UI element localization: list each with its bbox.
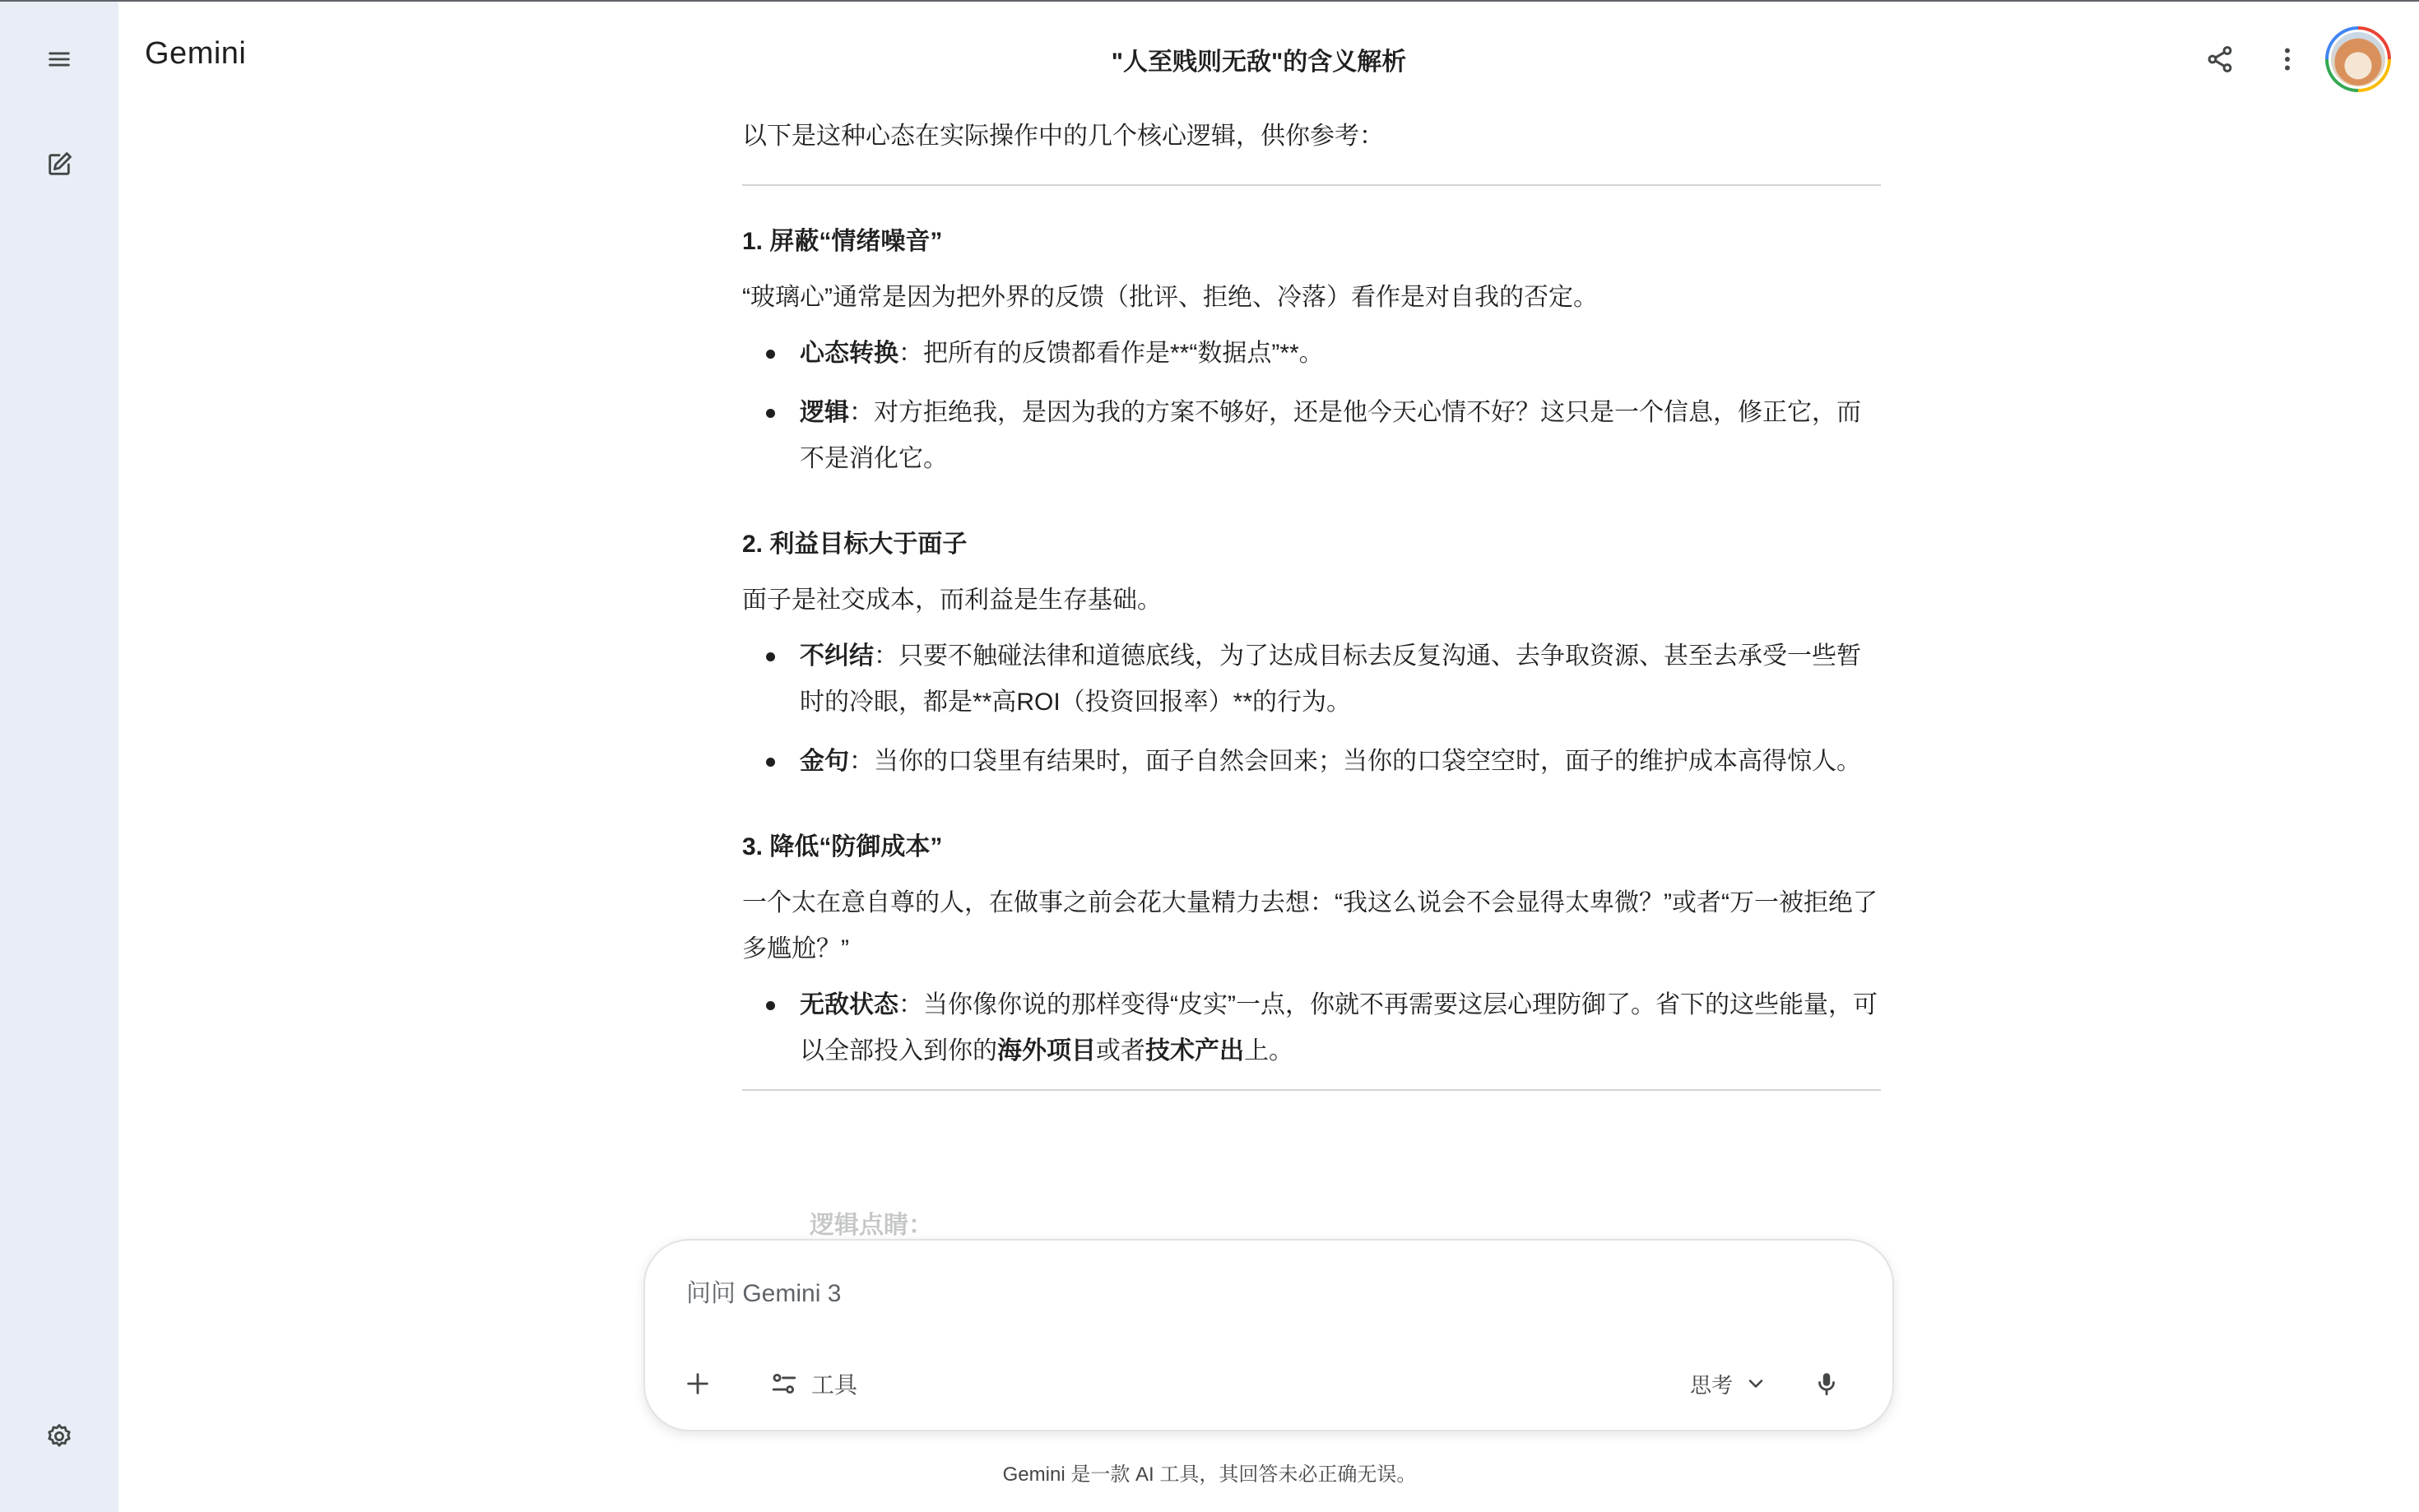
tools-label: 工具 xyxy=(811,1372,858,1398)
ai-disclaimer: Gemini 是一款 AI 工具，其回答未必正确无误。 xyxy=(1002,1463,1417,1486)
edit-icon xyxy=(45,151,73,179)
bullet-list xyxy=(742,633,1881,785)
section-1 xyxy=(742,219,1881,482)
bullet-bold: 技术产出 xyxy=(1145,1037,1244,1064)
bullet-text: ：把所有的反馈都看作是**“数据点”**。 xyxy=(898,340,1324,367)
bullet-label: 无敌状态 xyxy=(800,991,898,1018)
settings-gear-icon xyxy=(45,1422,73,1450)
section-heading: 1. 屏蔽“情绪噪音” xyxy=(742,228,943,255)
section-3 xyxy=(742,824,1881,1074)
section-paragraph: 一个太在意自尊的人，在做事之前会花大量精力去想：“我这么说会不会显得太卑微？”或者“万一被拒绝了多尴尬？” xyxy=(742,889,1878,962)
list-item xyxy=(742,739,1881,785)
divider xyxy=(742,1089,1881,1091)
plus-icon xyxy=(684,1370,712,1398)
section-heading: 3. 降低“防御成本” xyxy=(742,833,943,860)
list-item xyxy=(742,982,1881,1074)
bullet-label: 不纠结 xyxy=(800,642,874,670)
more-vertical-icon xyxy=(2273,44,2302,74)
intro-text: 以下是这种心态在实际操作中的几个核心逻辑，供你参考： xyxy=(742,123,1384,150)
section-paragraph: 面子是社交成本，而利益是生存基础。 xyxy=(742,587,1162,614)
bullet-text: ：当你像你说的那样变得“皮实”一点，你就不再需要这层心理防御了。省下的这些能量，可以全部投入到你的 xyxy=(800,991,1878,1064)
account-avatar[interactable] xyxy=(2325,26,2391,92)
avatar-image xyxy=(2328,30,2388,89)
bullet-text: 或者 xyxy=(1096,1037,1145,1064)
bullet-bold: 海外项目 xyxy=(997,1037,1096,1064)
tools-button[interactable] xyxy=(752,1356,875,1412)
add-attachment-button[interactable] xyxy=(668,1354,727,1413)
bullet-text: 上。 xyxy=(1244,1037,1293,1064)
bullet-text: ：只要不触碰法律和道德底线，为了达成目标去反复沟通、去争取资源、甚至去承受一些暂时的冷眼，都是**高ROI（投资回报率）**的行为。 xyxy=(800,642,1861,716)
tools-sliders-icon xyxy=(770,1370,798,1398)
window-top-border xyxy=(0,0,2419,2)
bullet-list xyxy=(742,982,1881,1074)
menu-icon xyxy=(45,45,73,73)
chevron-down-icon xyxy=(1744,1372,1767,1395)
section-paragraph: “玻璃心”通常是因为把外界的反馈（批评、拒绝、冷落）看作是对自我的否定。 xyxy=(742,284,1598,311)
bullet-label: 心态转换 xyxy=(800,340,898,367)
bullet-list xyxy=(742,331,1881,482)
response-content xyxy=(742,114,1881,1091)
bullet-text: ：当你的口袋里有结果时，面子自然会回来；当你的口袋空空时，面子的维护成本高得惊人。 xyxy=(849,748,1861,775)
prompt-composer xyxy=(643,1239,1894,1431)
prompt-input[interactable] xyxy=(686,1273,1756,1315)
new-chat-button[interactable] xyxy=(30,135,89,194)
sidebar xyxy=(0,2,118,1512)
main-menu-button[interactable] xyxy=(30,30,89,89)
bullet-label: 金句 xyxy=(800,748,849,775)
faded-heading: 逻辑点睛： xyxy=(810,1212,933,1239)
section-heading: 2. 利益目标大于面子 xyxy=(742,531,968,558)
mode-label: 思考 xyxy=(1690,1372,1734,1398)
more-options-button[interactable] xyxy=(2258,30,2317,89)
list-item xyxy=(742,331,1881,377)
share-icon xyxy=(2205,44,2235,74)
divider xyxy=(742,184,1881,186)
list-item xyxy=(742,633,1881,726)
bullet-label: 逻辑 xyxy=(800,399,849,426)
app-brand[interactable]: Gemini xyxy=(145,36,247,71)
bullet-text: ：对方拒绝我，是因为我的方案不够好，还是他今天心情不好？这只是一个信息，修正它，而不是消化它。 xyxy=(800,399,1861,472)
mode-selector[interactable] xyxy=(1672,1356,1785,1412)
microphone-icon xyxy=(1813,1370,1841,1398)
microphone-button[interactable] xyxy=(1797,1354,1856,1413)
share-button[interactable] xyxy=(2190,30,2250,89)
section-2 xyxy=(742,522,1881,785)
list-item xyxy=(742,390,1881,482)
conversation-title: "人至贱则无敌"的含义解析 xyxy=(1111,49,1407,76)
